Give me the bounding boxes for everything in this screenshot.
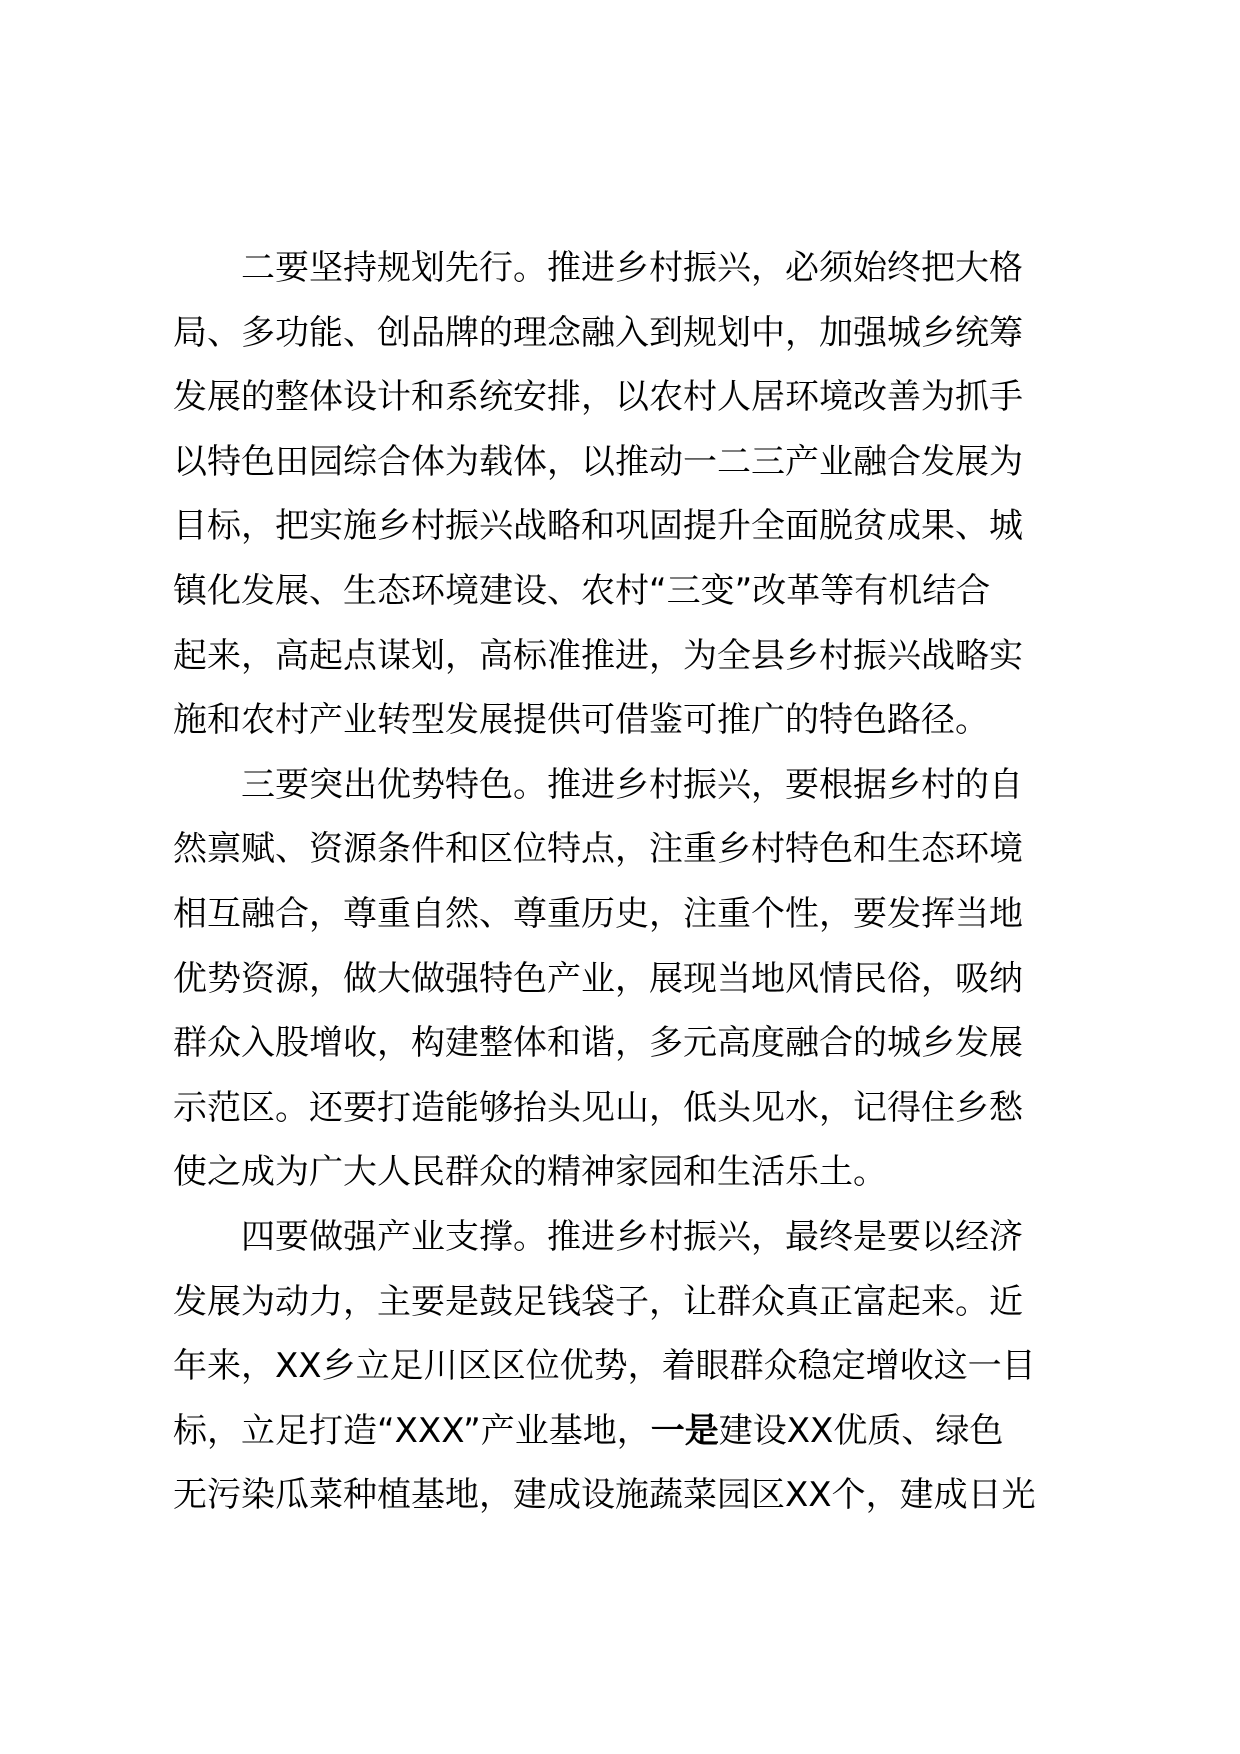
text-line: 使之成为广大人民群众的精神家园和生活乐土。 — [173, 1152, 887, 1193]
document-page — [173, 236, 1093, 1528]
bold-enumerator: 一是 — [650, 1410, 719, 1451]
text-line: 相互融合，尊重自然、尊重历史，注重个性，要发挥当地 — [173, 893, 1023, 934]
text-line: 起来，高起点谋划，高标准推进，为全县乡村振兴战略实 — [173, 635, 1023, 676]
text-line: 示范区。还要打造能够抬头见山，低头见水，记得住乡愁 — [173, 1087, 1023, 1128]
text-run: 建设XX优质、绿色 — [718, 1410, 1004, 1451]
text-line: 局、多功能、创品牌的理念融入到规划中，加强城乡统筹 — [173, 312, 1023, 353]
text-line: 二要坚持规划先行。推进乡村振兴，必须始终把大格 — [241, 248, 1023, 288]
paragraph-advantages — [173, 753, 1093, 1205]
text-line: 发展的整体设计和系统安排，以农村人居环境改善为抓手 — [173, 377, 1023, 418]
text-line: 四要做强产业支撑。推进乡村振兴，最终是要以经济 — [241, 1216, 1023, 1257]
text-line: 无污染瓜菜种植基地，建成设施蔬菜园区XX个，建成日光 — [173, 1475, 1036, 1516]
paragraph-planning — [173, 236, 1093, 753]
text-line: 优势资源，做大做强特色产业，展现当地风情民俗，吸纳 — [173, 958, 1023, 999]
text-line: 目标，把实施乡村振兴战略和巩固提升全面脱贫成果、城 — [173, 506, 1023, 547]
text-line: 施和农村产业转型发展提供可借鉴可推广的特色路径。 — [173, 700, 989, 741]
text-line: 镇化发展、生态环境建设、农村“三变”改革等有机结合 — [173, 570, 991, 611]
text-line: 以特色田园综合体为载体，以推动一二三产业融合发展为 — [173, 441, 1023, 482]
text-line: 然禀赋、资源条件和区位特点，注重乡村特色和生态环境 — [173, 829, 1023, 870]
text-line — [173, 1399, 1093, 1464]
text-line: 群众入股增收，构建整体和谐，多元高度融合的城乡发展 — [173, 1023, 1023, 1064]
text-line: 发展为动力，主要是鼓足钱袋子，让群众真正富起来。近 — [173, 1281, 1023, 1322]
paragraph-industry — [173, 1205, 1093, 1528]
text-line: 年来，XX乡立足川区区位优势，着眼群众稳定增收这一目 — [173, 1346, 1036, 1387]
text-run: 标，立足打造“XXX”产业基地， — [173, 1410, 651, 1451]
text-line: 三要突出优势特色。推进乡村振兴，要根据乡村的自 — [241, 764, 1023, 805]
